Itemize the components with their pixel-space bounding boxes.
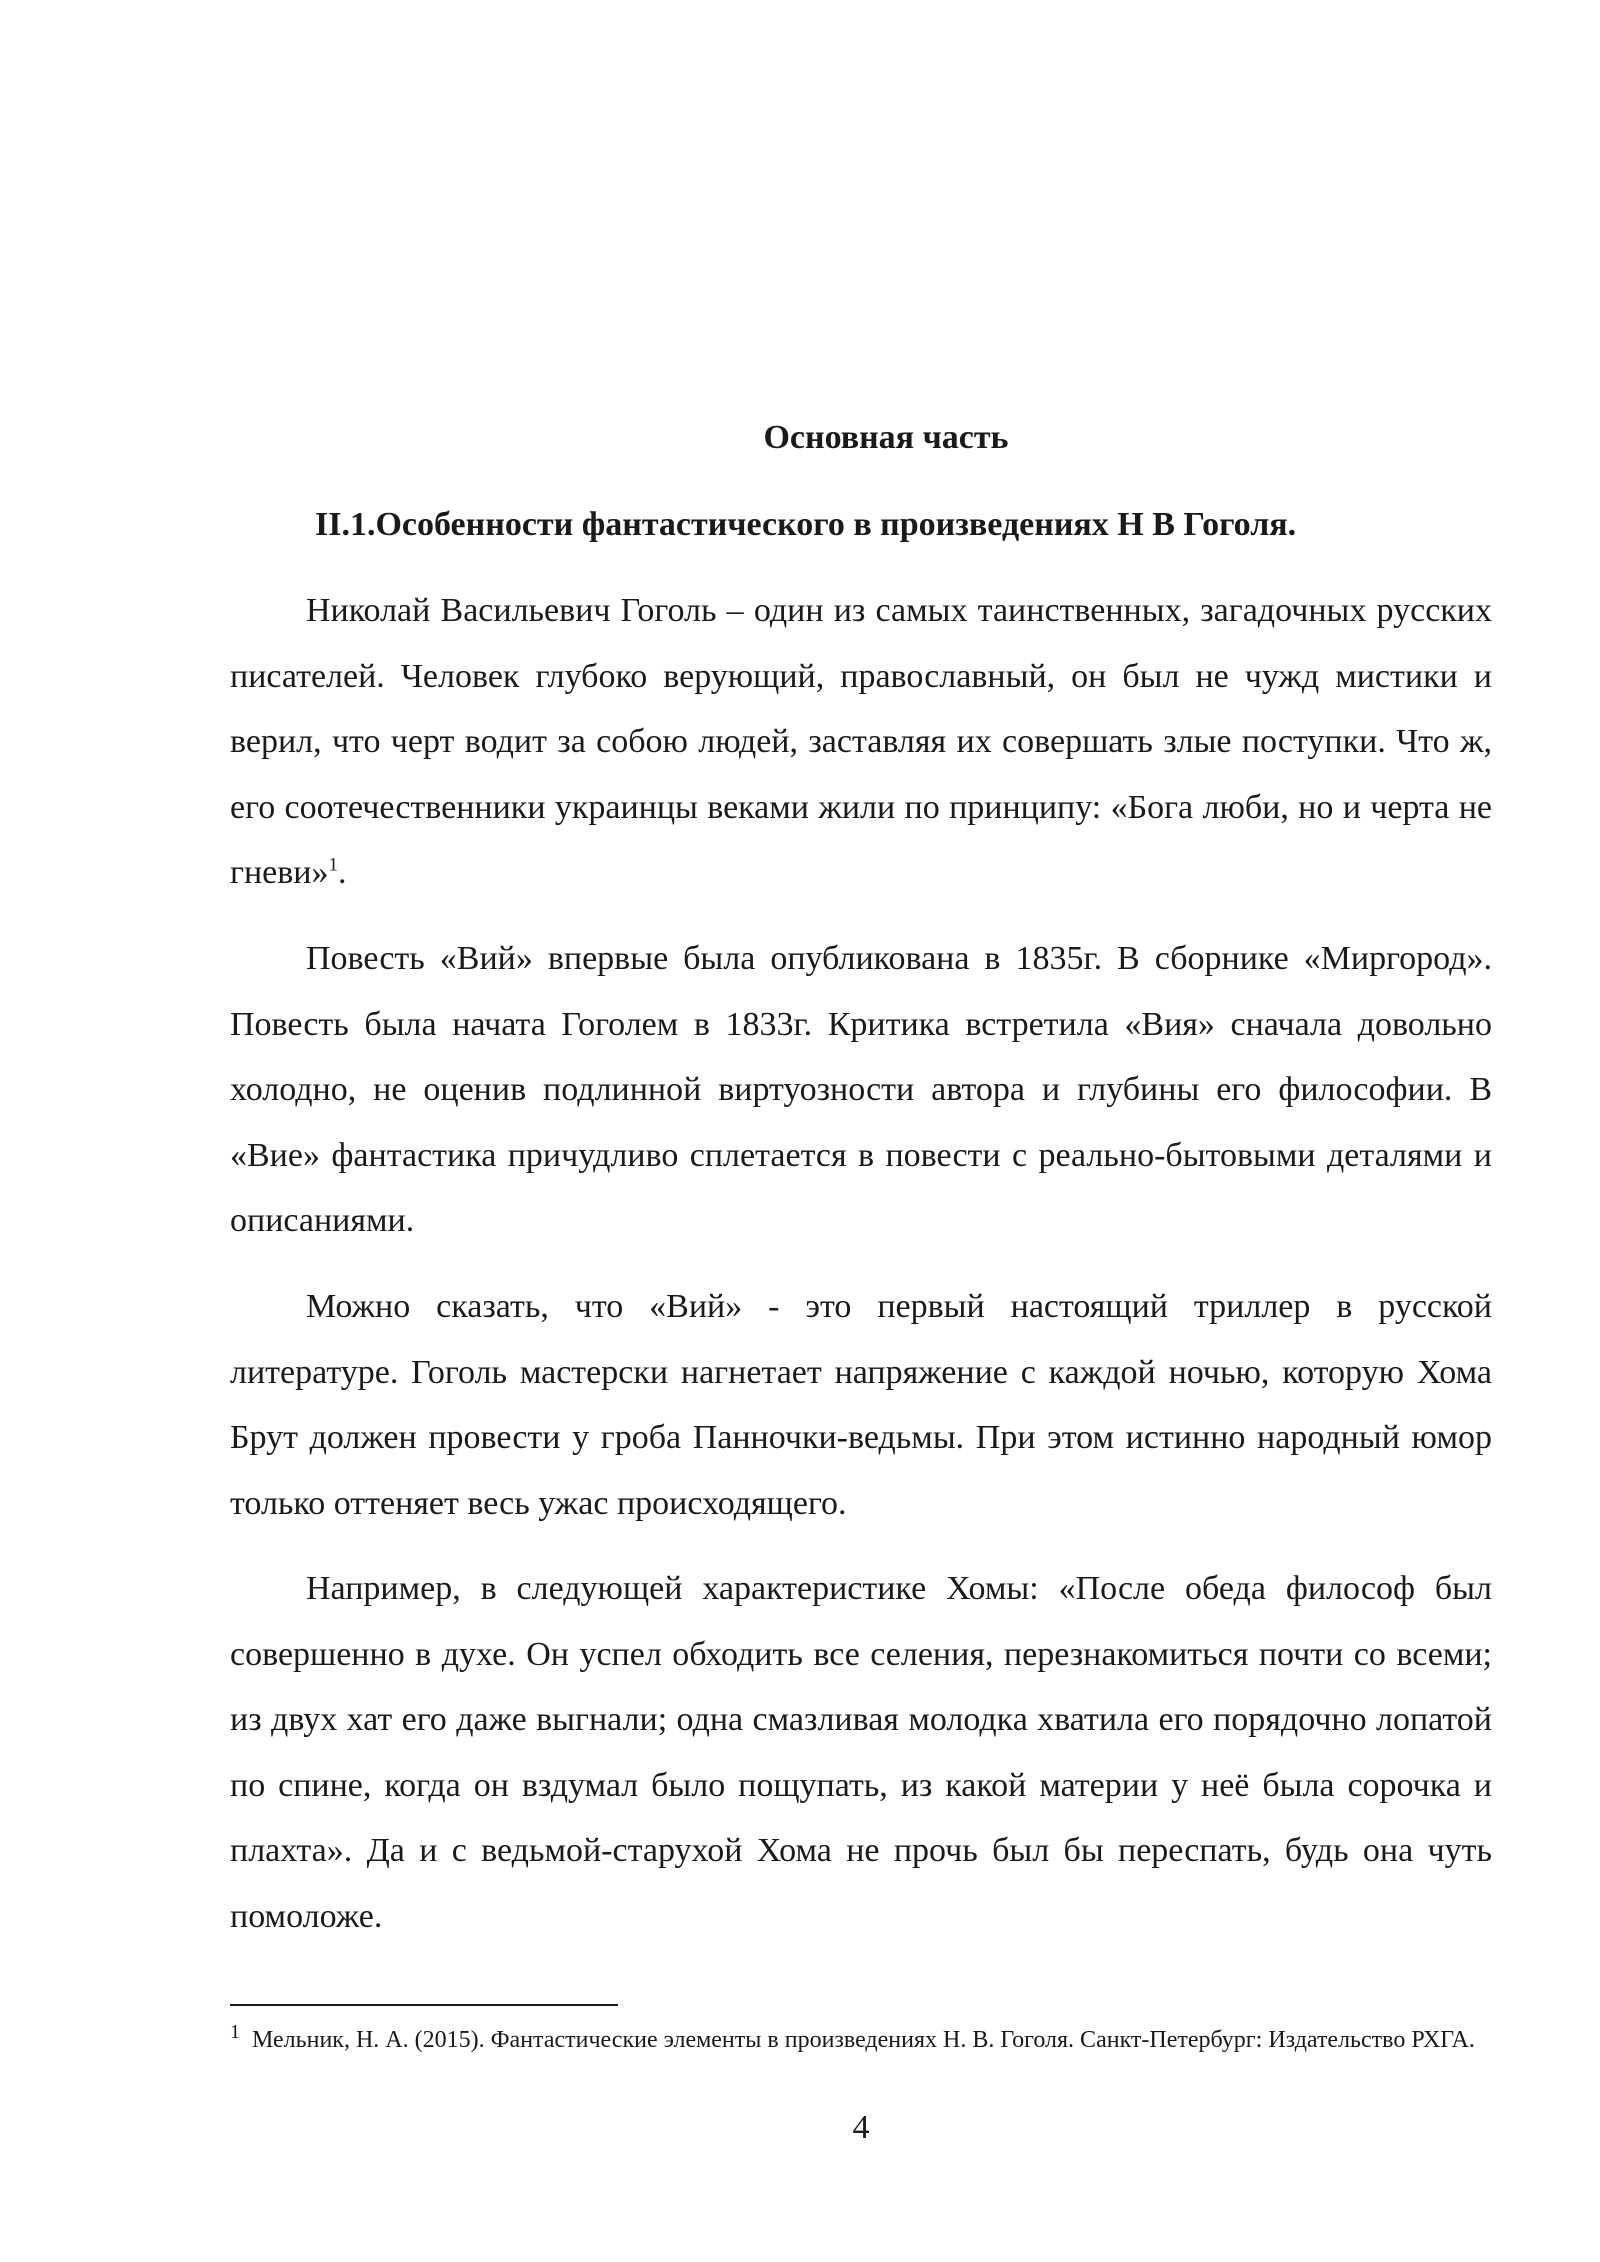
paragraph-1-ending: . bbox=[337, 854, 347, 891]
paragraph-1-text: Николай Васильевич Гоголь – один из самых таинственных, загадочных русских писателей. Человек глубоко верующий, православный, он был не чужд мистики и верил, что черт водит за собою людей, заставляя их совершать злые поступки. Что ж, его соотечественники украинцы веками жили по принципу: «Бога люби, но и черта не гневи» bbox=[230, 592, 1492, 891]
section-heading: II.1.Особенности фантастического в произведениях Н В Гоголя. bbox=[315, 506, 1297, 543]
footnote-reference[interactable]: 1 bbox=[328, 854, 338, 876]
footnote bbox=[230, 2018, 1492, 2062]
paragraph-4: Например, в следующей характеристике Хомы: «После обеда философ был совершенно в духе. Он успел обходить все селения, перезнакомиться почти со всеми; из двух хат его даже выгнали; одна смазливая молодка хватила его порядочно лопатой по спине, когда он вздумал было пощупать, из какой материи у неё была сорочка и плахта». Да и с ведьмой-старухой Хома не прочь был бы переспать, будь она чуть помоложе. bbox=[230, 1570, 1492, 1935]
paragraph-3: Можно сказать, что «Вий» - это первый настоящий триллер в русской литературе. Гоголь мастерски нагнетает напряжение с каждой ночью, которую Хома Брут должен провести у гроба Панночки-ведьмы. При этом истинно народный юмор только оттеняет весь ужас происходящего. bbox=[230, 1288, 1492, 1522]
footnote-text: Мельник, Н. А. (2015). Фантастические элементы в произведениях Н. В. Гоголя. Санкт-Петербург: Издательство РХГА. bbox=[252, 2027, 1475, 2053]
paragraph-2: Повесть «Вий» впервые была опубликована в 1835г. В сборнике «Миргород». Повесть была начата Гоголем в 1833г. Критика встретила «Вия» сначала довольно холодно, не оценив подлинной виртуозности автора и глубины его философии. В «Вие» фантастика причудливо сплетается в повести с реально-бытовыми деталями и описаниями. bbox=[230, 940, 1492, 1239]
paragraph-1 bbox=[230, 578, 1492, 906]
footnote-number: 1 bbox=[230, 2021, 240, 2043]
page-number: 4 bbox=[852, 2109, 870, 2146]
main-heading: Основная часть bbox=[763, 419, 1009, 456]
footnote-divider bbox=[230, 2004, 618, 2006]
document-page bbox=[230, 0, 1492, 2262]
